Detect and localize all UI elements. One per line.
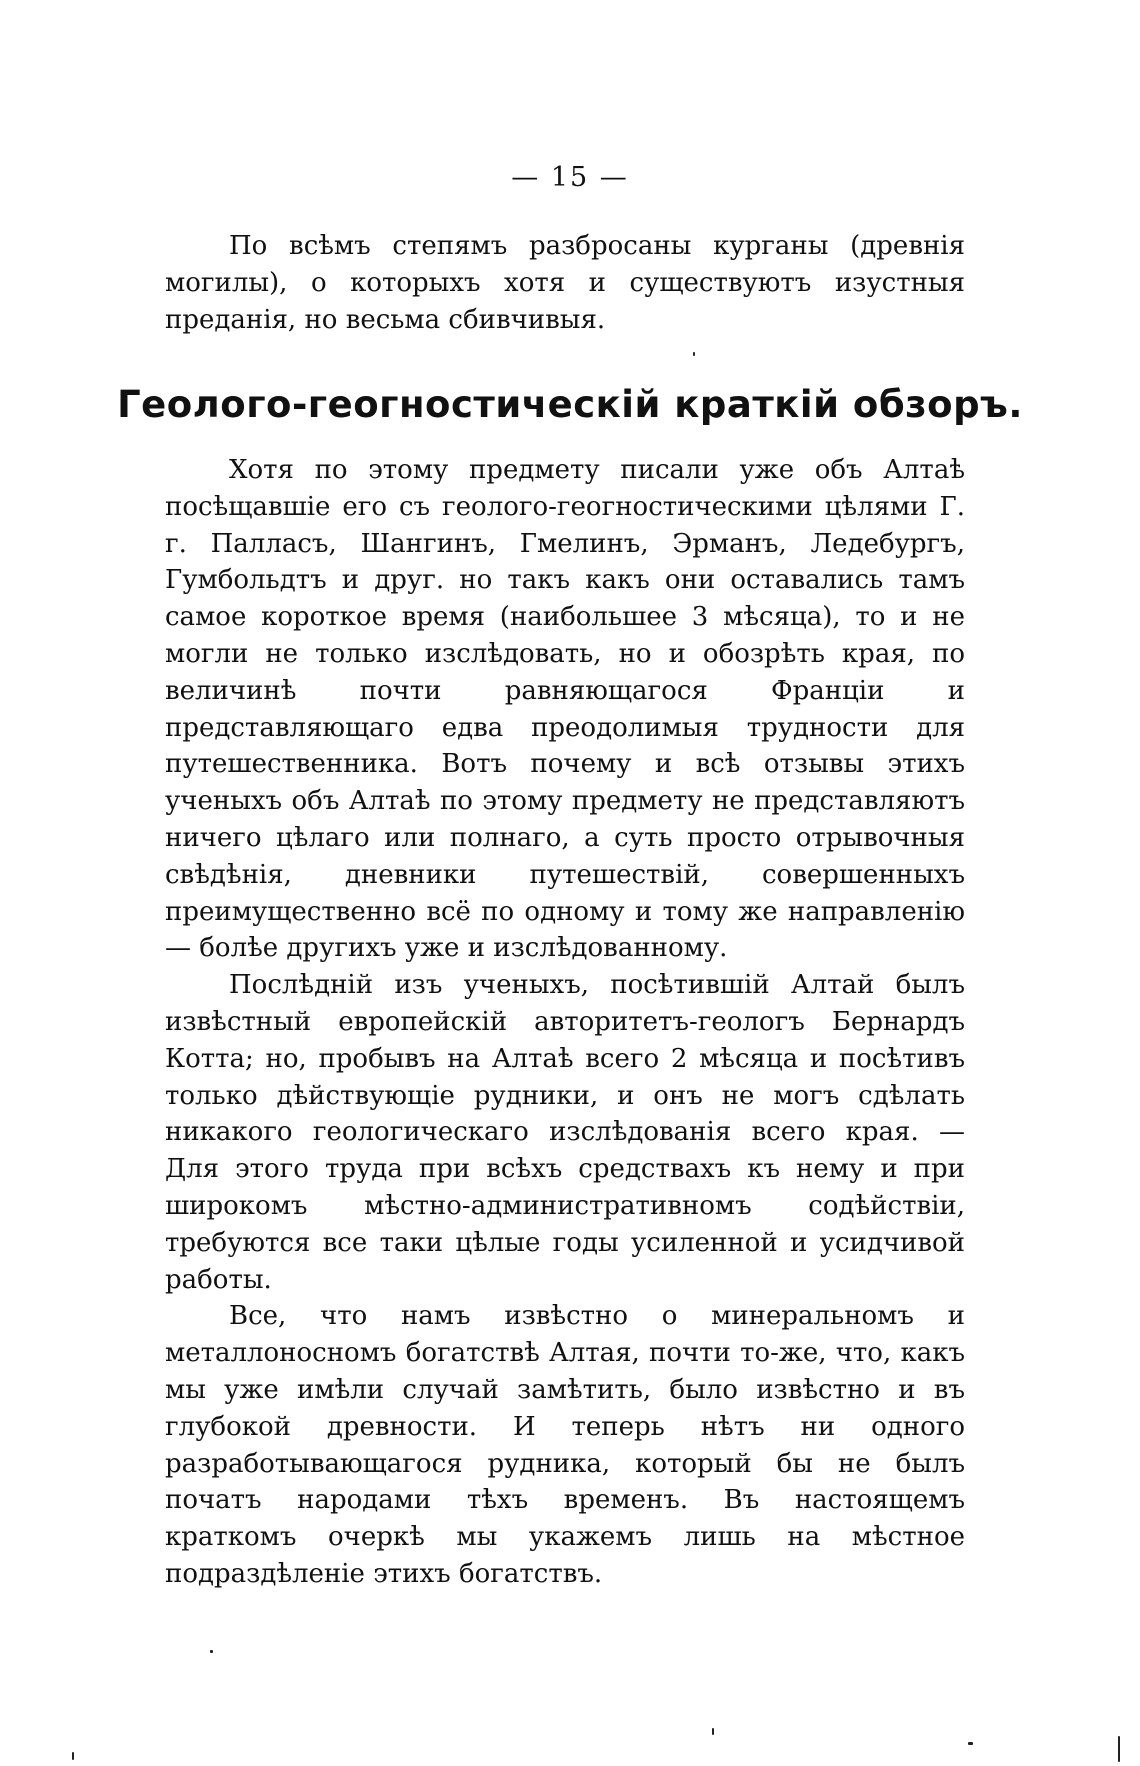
scan-speck — [210, 1650, 213, 1653]
scan-speck — [693, 352, 695, 356]
intro-paragraph: По всѣмъ степямъ разбросаны курганы (древнія могилы), о которыхъ хотя и существуютъ изустныя преданія, но весьма сбивчивыя. — [165, 231, 965, 335]
body-paragraph: Послѣдній изъ ученыхъ, посѣтившій Алтай былъ извѣстный европейскій авторитетъ-геологъ Бернардъ Котта; но, пробывъ на Алтаѣ всего 2 мѣсяца и посѣтивъ только дѣйствующіе рудники, и онъ не могъ сдѣлать никакого геологическаго изслѣдованія всего края. — Для этого труда при всѣхъ средствахъ къ нему и при широкомъ мѣстно-административномъ содѣйствіи, требуются все таки цѣлые годы усиленной и усидчивой работы. — [165, 970, 965, 1295]
intro-text — [165, 228, 965, 338]
body-paragraph: Все, что намъ извѣстно о минеральномъ и металлоносномъ богатствѣ Алтая, почти то-же, что, какъ мы уже имѣли случай замѣтить, было извѣстно и въ глубокой древности. И теперь нѣтъ ни одного разработывающагося рудника, который бы не былъ початъ народами тѣхъ временъ. Въ настоящемъ краткомъ очеркѣ мы укажемъ лишь на мѣстное подраздѣленіе этихъ богатствъ. — [165, 1301, 965, 1589]
body-paragraph: Хотя по этому предмету писали уже объ Алтаѣ посѣщавшіе его съ геолого-геогностическими цѣлями Г. г. Палласъ, Шангинъ, Гмелинъ, Эрманъ, Ледебургъ, Гумбольдтъ и друг. но такъ какъ они оставались тамъ самое короткое время (наибольшее 3 мѣсяца), то и не могли не только изслѣдовать, но и обозрѣть края, по величинѣ почти равняющагося Франціи и представляющаго едва преодолимыя трудности для путешественника. Вотъ почему и всѣ отзывы этихъ ученыхъ объ Алтаѣ по этому предмету не представляютъ ничего цѣлаго или полнаго, а суть просто отрывочныя свѣдѣнія, дневники путешествій, совершенныхъ преимущественно всё по одному и тому же направленію — болѣе другихъ уже и изслѣдованному. — [165, 455, 965, 964]
scan-speck — [1118, 1736, 1120, 1762]
scan-speck — [712, 1728, 714, 1735]
page-number: — 15 — — [511, 162, 629, 193]
section-heading: Геолого-геогностическій краткій обзоръ. — [117, 383, 1023, 426]
body-text — [165, 452, 965, 1593]
scan-speck — [968, 1742, 973, 1745]
scan-speck — [72, 1752, 74, 1760]
